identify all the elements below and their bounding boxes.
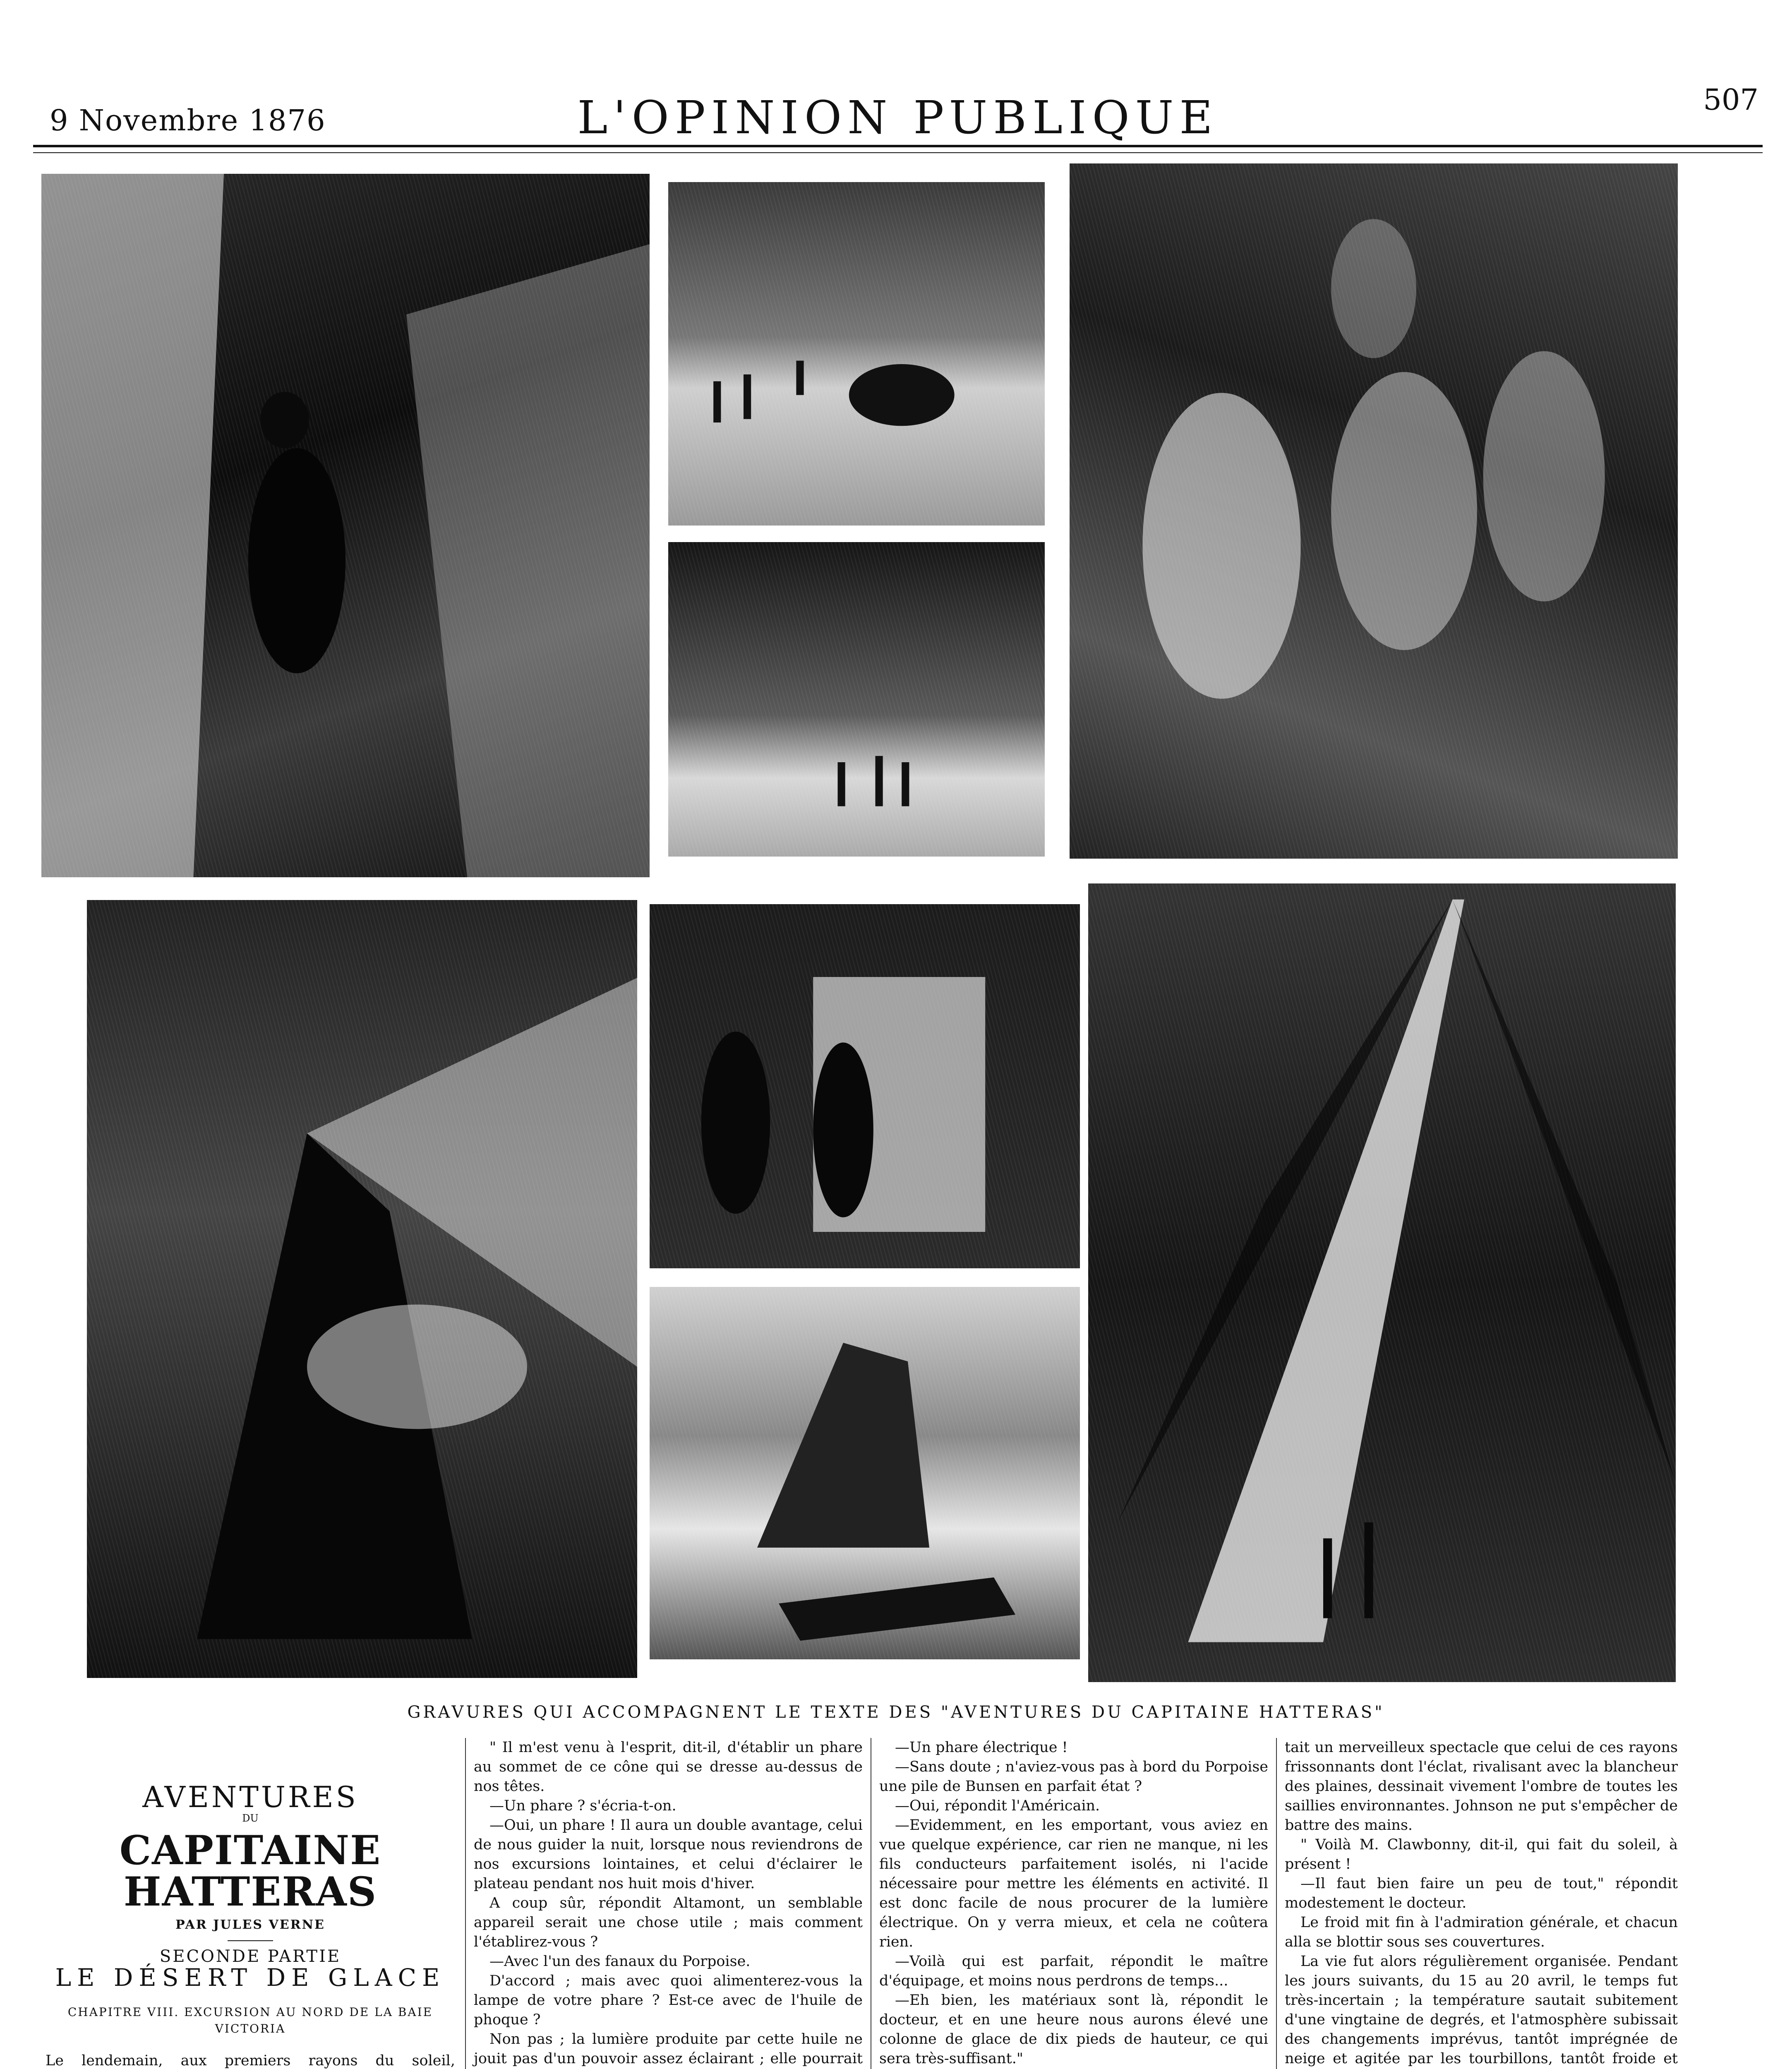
masthead: L'OPINION PUBLIQUE <box>577 91 1219 144</box>
engraving-seal-hunt <box>668 182 1045 526</box>
engraving-hut-interior <box>1070 163 1678 859</box>
page-number: 507 <box>1703 83 1758 117</box>
column-divider <box>1276 1738 1277 2069</box>
paragraph: Le lendemain, aux premiers rayons du soleil, <box>46 2052 455 2069</box>
article-chapter: CHAPITRE VIII. EXCURSION AU NORD DE LA BAIE VICTORIA <box>67 2005 433 2035</box>
paragraph: La vie fut alors régulièrement organisée. Pendant les jours suivants, du 15 au 20 avril, le temps fut très-incertain ; la température sautait subitement d'une vingtaine de degrés, et l'atmosphère subissait des changements imprévus, tantôt imprégnée de neige et agitée par les tourbillons, tantôt froide et <box>1285 1953 1678 2067</box>
paragraph: " Voilà M. Clawbonny, dit-il, qui fait du soleil, à présent ! <box>1285 1836 1678 1872</box>
paragraph: —Un phare électrique ! <box>895 1739 1068 1756</box>
paragraph: —Avec l'un des fanaux du Porpoise. <box>489 1953 751 1970</box>
paragraph: A coup sûr, répondit Altamont, un semblable appareil serait une chose utile ; mais comment l'établirez-vous ? <box>474 1895 863 1950</box>
article-column-3 <box>879 1738 1268 2069</box>
article-title-top: AVENTURES <box>142 1780 358 1814</box>
engraving-wreck <box>650 1287 1080 1659</box>
column-divider <box>465 1738 466 2069</box>
article-column-2 <box>474 1738 863 2069</box>
paragraph: —Un phare ? s'écria-t-on. <box>489 1798 676 1814</box>
illustrations-caption: GRAVURES QUI ACCOMPAGNENT LE TEXTE DES "AVENTURES DU CAPITAINE HATTERAS" <box>407 1703 1385 1722</box>
article-column-4 <box>1285 1738 1678 2069</box>
paragraph: —Il faut bien faire un peu de tout," répondit modestement le docteur. <box>1285 1875 1678 1911</box>
engraving-electric-beam <box>1088 883 1676 1682</box>
article-title-du: DU <box>242 1812 259 1824</box>
page-header <box>33 74 1763 144</box>
paragraph: —Sans doute ; n'aviez-vous pas à bord du Porpoise une pile de Bunsen en parfait état ? <box>879 1759 1268 1795</box>
paragraph: Non pas ; la lumière produite par cette huile ne jouit pas d'un pouvoir assez éclairant ; elle pourrait <box>474 2031 863 2067</box>
engraving-ice-doorway <box>650 904 1080 1268</box>
engraving-cone-lighthouse <box>87 900 637 1678</box>
paragraph: —Oui, répondit l'Américain. <box>895 1798 1100 1814</box>
title-rule <box>228 1940 273 1941</box>
paragraph: —Voilà qui est parfait, répondit le maître d'équipage, et moins nous perdrons de temps... <box>879 1953 1268 1989</box>
paragraph: " Il m'est venu à l'esprit, dit-il, d'établir un phare au sommet de ce cône qui se dresse au-dessus de nos têtes. <box>474 1739 863 1795</box>
paragraph: D'accord ; mais avec quoi alimenterez-vous la lampe de votre phare ? Est-ce avec de l'huile de phoque ? <box>474 1973 863 2028</box>
engraving-climber <box>41 174 650 877</box>
article-column-1 <box>46 1738 455 2069</box>
article-author: PAR JULES VERNE <box>175 1918 325 1932</box>
paragraph: —Evidemment, en les emportant, vous aviez en vue quelque expérience, car rien ne manque, ni les fils conducteurs parfaitement isolés, ni l'acide nécessaire pour mettre les éléments en activité. Il est donc facile de nous procurer de la lumière électrique. On y verra mieux, et cela ne coûtera rien. <box>879 1817 1268 1950</box>
article-section: LE DÉSERT DE GLACE <box>55 1963 446 1992</box>
paragraph: —Eh bien, les matériaux sont là, répondit le docteur, et en une heure nous aurons élevé une colonne de glace de dix pieds de hauteur, ce qui sera très-suffisant." <box>879 1992 1268 2067</box>
article-title-main: CAPITAINE HATTERAS <box>119 1827 381 1915</box>
paragraph: Le froid mit fin à l'admiration générale, et chacun alla se blottir sous ses couvertures. <box>1285 1914 1678 1950</box>
paragraph: —Oui, un phare ! Il aura un double avantage, celui de nous guider la nuit, lorsque nous reviendrons de nos excursions lointaines, et celui d'éclairer le plateau pendant nos huit mois d'hiver. <box>474 1817 863 1892</box>
paragraph: tait un merveilleux spectacle que celui de ces rayons frissonnants dont l'éclat, rivalisant avec la blancheur des plaines, dessinait vivement l'ombre de toutes les saillies environnantes. Johnson ne put s'empêcher de battre des mains. <box>1285 1739 1678 1834</box>
issue-date: 9 Novembre 1876 <box>50 103 326 137</box>
engraving-expedition <box>668 542 1045 857</box>
header-rule <box>33 145 1763 153</box>
article-part: SECONDE PARTIE <box>159 1947 341 1966</box>
